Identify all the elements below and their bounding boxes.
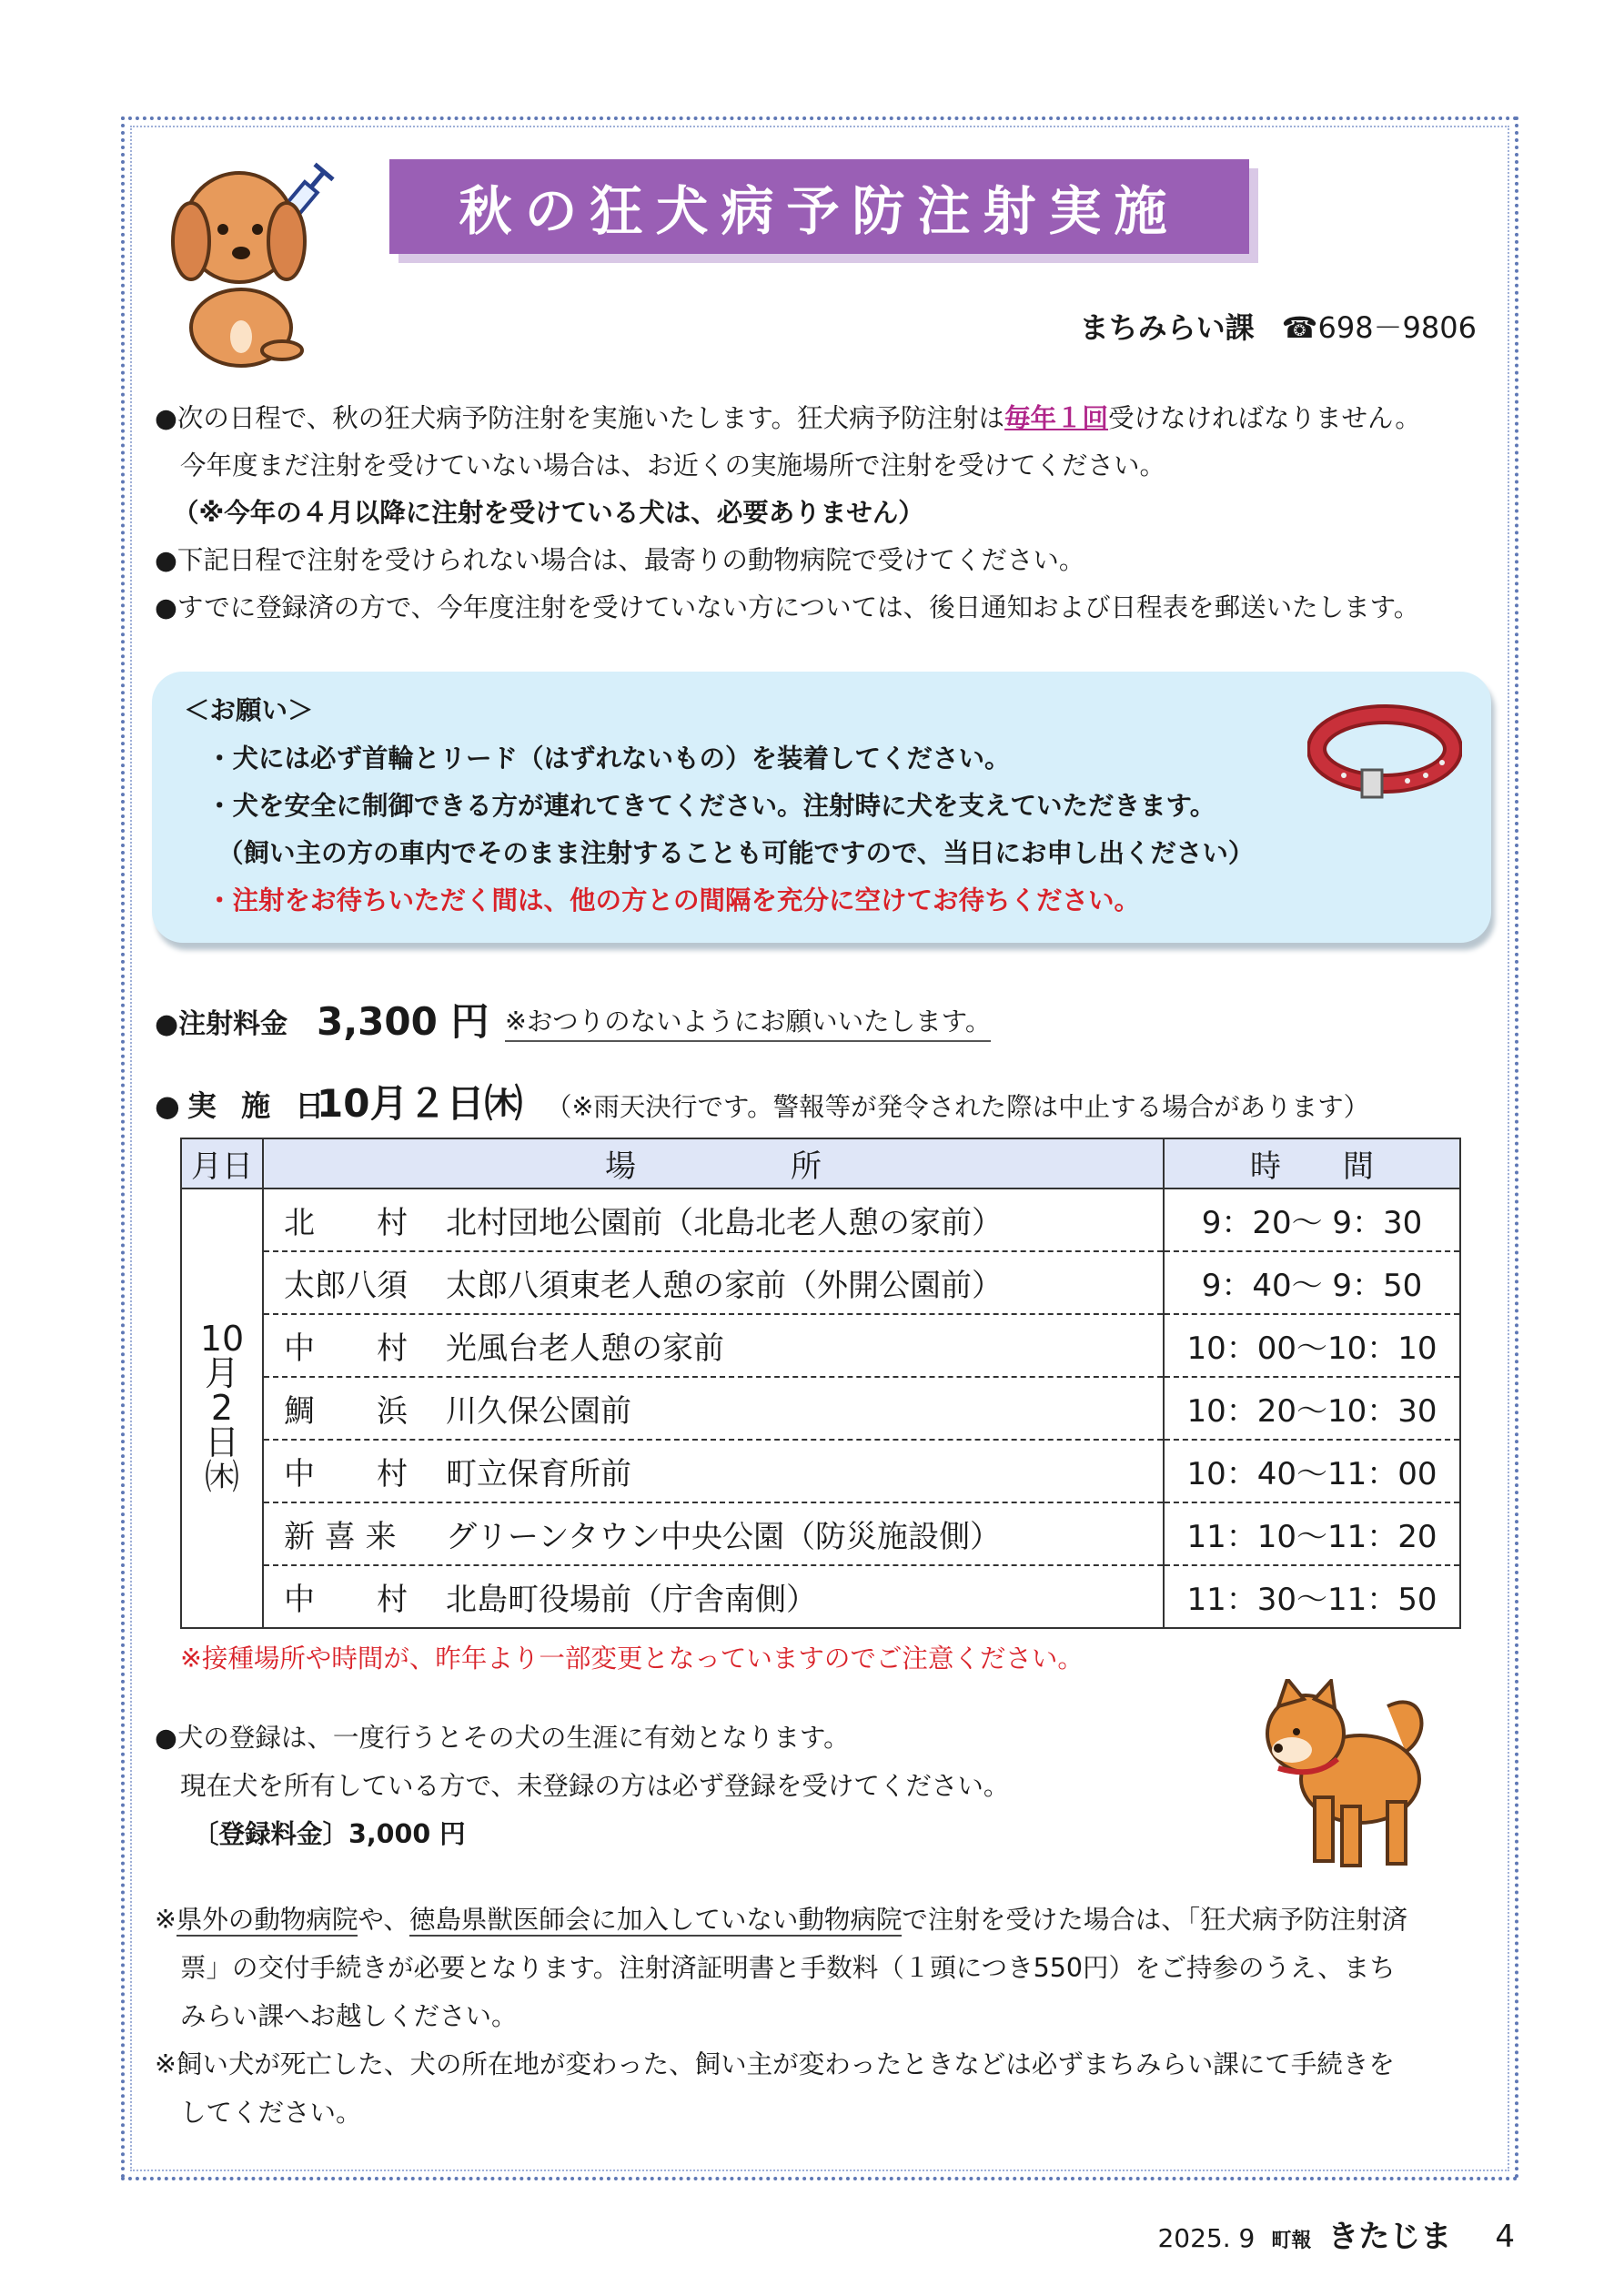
place-cell [263,1565,1164,1628]
place-cell [263,1314,1164,1377]
intro-line-4: ●下記日程で注射を受けられない場合は、最寄りの動物病院で受けてください。 [155,545,1085,575]
intro-line-5: ●すでに登録済の方で、今年度注射を受けていない方については、後日通知および日程表を郵送いたします。 [155,592,1420,622]
place-cell [263,1188,1164,1251]
note-line-3: みらい課へお越しください。 [180,2001,518,2031]
place-cell [263,1502,1164,1565]
contact-phone: ☎698－9806 [1281,310,1477,345]
highlight-once-yearly: 毎年１回 [1004,403,1109,433]
place-name: 北島町役場前（庁舎南側） [446,1582,817,1618]
date-value: 10月２日㈭ [317,1081,523,1126]
intro-text: ●次の日程で、秋の狂犬病予防注射を実施いたします。狂犬病予防注射は [155,403,1005,433]
header-date: 月日 [181,1138,263,1188]
contact-info [1080,305,1477,347]
note-text: で注射を受けた場合は、「狂犬病予防注射済 [902,1905,1408,1935]
note-line-1 [155,1902,1407,1938]
place-name: 太郎八須東老人憩の家前（外開公園前） [446,1268,1003,1304]
area-name: 中 村 [284,1582,408,1618]
page-title: 秋の狂犬病予防注射実施 [459,180,1180,242]
dog-syringe-illustration [168,155,364,369]
area-name: 中 村 [284,1456,408,1492]
time-cell: 10：00～10：10 [1164,1314,1460,1377]
place-name: 光風台老人憩の家前 [446,1330,724,1367]
place-cell [263,1377,1164,1440]
table-row [181,1377,1460,1440]
time-cell: 10：40～11：00 [1164,1440,1460,1502]
footer-date: 2025. 9 [1157,2223,1256,2253]
area-name: 鯛 浜 [284,1393,408,1430]
request-item-4: ・注射をお待ちいただく間は、他の方との間隔を充分に空けてお待ちください。 [207,885,1141,915]
area-name: 北 村 [284,1205,408,1241]
day-text: 10月2日㈭ [199,1319,245,1497]
footer-page-number: 4 [1495,2219,1515,2255]
note-line-5: してください。 [180,2098,362,2128]
header-time: 時 間 [1164,1138,1460,1188]
day-cell [181,1188,263,1628]
time-cell: 9：40～ 9：50 [1164,1251,1460,1314]
place-cell [263,1251,1164,1314]
table-row [181,1502,1460,1565]
table-row [181,1188,1460,1251]
table-header-row [181,1138,1460,1188]
date-note: （※雨天決行です。警報等が発令された際は中止する場合があります） [546,1092,1370,1122]
dog-collar-icon [1307,699,1462,808]
table-row [181,1565,1460,1628]
note-line-4: ※飼い犬が死亡した、犬の所在地が変わった、飼い主が変わったときなどは必ずまちみらい課にて手続きを [155,2049,1395,2079]
note-non-member-hospitals: 徳島県獣医師会に加入していない動物病院 [409,1905,903,1935]
time-cell: 10：20～10：30 [1164,1377,1460,1440]
footer [1157,2211,1515,2256]
fee-value: 3,300 円 [317,999,489,1044]
table-note: ※接種場所や時間が、昨年より一部変更となっていますのでご注意ください。 [180,1644,1084,1674]
intro-line-2: 今年度まだ注射を受けていない場合は、お近くの実施場所で注射を受けてください。 [180,450,1166,480]
area-name: 新 喜 来 [284,1519,397,1555]
time-cell: 11：10～11：20 [1164,1502,1460,1565]
page-title-banner [389,159,1249,254]
schedule-table [180,1138,1461,1629]
intro-text-end: 受けなければなりません。 [1108,403,1421,433]
note-outside-hospitals: 県外の動物病院 [176,1905,358,1935]
table-row [181,1251,1460,1314]
place-name: グリーンタウン中央公園（防災施設側） [446,1519,1001,1555]
request-item-3: （飼い主の方の車内でそのまま注射することも可能ですので、当日にお申し出ください） [217,838,1255,868]
registration-line-2: 現在犬を所有している方で、未登録の方は必ず登録を受けてください。 [180,1771,1010,1801]
fee-label: ●注射料金 [155,1008,288,1040]
request-box [152,672,1491,943]
request-heading: ＜お願い＞ [184,695,314,725]
place-cell [263,1440,1164,1502]
date-label: ●実 施 日 [155,1088,332,1123]
note-line-2: 票」の交付手続きが必要となります。注射済証明書と手数料（１頭につき550円）をご持参のうえ、まち [180,1953,1396,1983]
table-row [181,1314,1460,1377]
registration-line-1: ●犬の登録は、一度行うとその犬の生涯に有効となります。 [155,1723,850,1753]
header-place: 場 所 [263,1138,1164,1188]
place-name: 町立保育所前 [446,1456,631,1492]
table-row [181,1440,1460,1502]
fee-note: ※おつりのないようにお願いいたします。 [505,1001,991,1042]
intro-line-3: （※今年の４月以降に注射を受けている犬は、必要ありません） [173,498,924,528]
request-item-1: ・犬には必ず首輪とリード（はずれないもの）を装着してください。 [207,743,1011,774]
area-name: 太郎八須 [284,1268,408,1304]
contact-dept: まちみらい課 [1079,310,1255,345]
registration-fee: 〔登録料金〕3,000 円 [193,1819,466,1849]
time-cell: 9：20～ 9：30 [1164,1188,1460,1251]
place-name: 北村団地公園前（北島北老人憩の家前） [446,1205,1003,1241]
area-name: 中 村 [284,1330,408,1367]
note-mark: ※ [155,1905,177,1935]
shiba-dog-illustration [1251,1679,1433,1875]
place-name: 川久保公園前 [446,1393,631,1430]
footer-publication: 町報 [1271,2230,1312,2252]
time-cell: 11：30～11：50 [1164,1565,1460,1628]
intro-line-1 [155,400,1421,437]
request-item-2: ・犬を安全に制御できる方が連れてきてください。注射時に犬を支えていただきます。 [207,791,1216,821]
note-joiner: や、 [358,1905,409,1935]
footer-name: きたじま [1327,2219,1452,2255]
